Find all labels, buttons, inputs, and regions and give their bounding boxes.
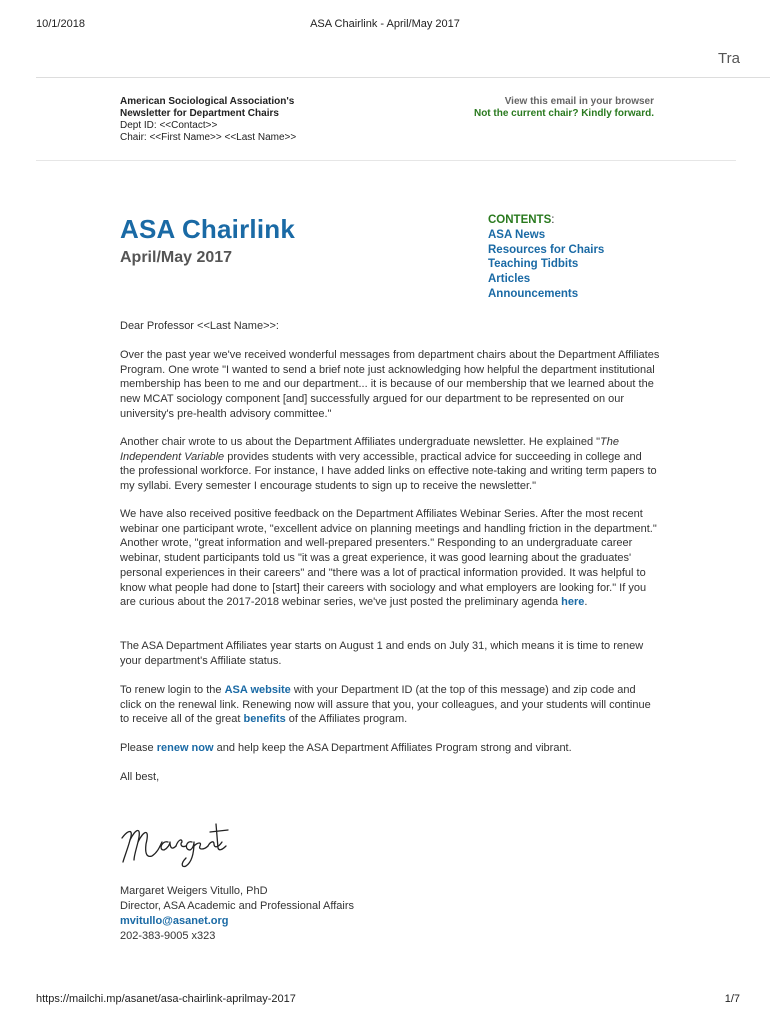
print-url: https://mailchi.mp/asanet/asa-chairlink-aprilmay-2017 [36, 993, 296, 1005]
contents-heading: CONTENTS [488, 214, 552, 226]
top-divider [36, 77, 770, 78]
paragraph-4-text: The ASA Department Affiliates year starts on August 1 and ends on July 31, which means it is time to renew your department's Affiliate status. [120, 640, 644, 667]
benefits-link[interactable]: benefits [243, 713, 286, 726]
contents-colon: : [551, 214, 555, 226]
print-page-number: 1/7 [724, 993, 740, 1005]
handwritten-signature [118, 818, 230, 870]
view-in-browser-link[interactable]: View this email in your browser [504, 96, 654, 107]
dept-id: Dept ID: <<Contact>> [120, 120, 218, 131]
contents-link-resources[interactable]: Resources for Chairs [488, 243, 605, 256]
p5-text-b: with your Department ID (at the top of this message) and zip code and click on the renewal link. Renewing now will assure that you, your colleagues, and your students will continue to receive all of the great [120, 684, 651, 726]
renew-now-link[interactable]: renew now [156, 742, 214, 754]
org-line-1: American Sociological Association's [120, 96, 295, 107]
paragraph-5 [120, 683, 660, 727]
p3-end: . [584, 596, 588, 609]
paragraph-2 [120, 435, 660, 494]
contents-link-asa-news[interactable]: ASA News [488, 228, 546, 241]
p2-text-a: Another chair wrote to us about the Department Affiliates undergraduate newsletter. He explained " [120, 436, 601, 448]
paragraph-3 [120, 507, 660, 610]
header-divider [36, 160, 736, 161]
table-of-contents [488, 213, 604, 302]
p5-text-a: To renew login to the [120, 684, 225, 696]
print-date: 10/1/2018 [36, 18, 85, 30]
p6-text-b: and help keep the ASA Department Affiliates Program strong and vibrant. [213, 742, 572, 754]
p5-text-c: of the Affiliates program. [285, 713, 408, 726]
paragraph-4 [120, 639, 660, 668]
forward-link[interactable]: Not the current chair? Kindly forward. [473, 108, 654, 119]
preheader-right [420, 96, 654, 120]
contents-link-articles[interactable]: Articles [488, 273, 531, 286]
p3-text: We have also received positive feedback on the Department Affiliates Webinar Series. After the most recent webinar one participant wrote, "excellent advice on planning meetings and handling friction in the department." Another wrote, "great information and well-prepared presenters." Responding to an undergraduate career webinar, student participants told us "it was a great experience, it was good learning about the graduates' personal experiences in their careers" and "there was a lot of practical information provided. It was helpful to know what people had done to [start] their careers with sociology and what employers are looking for." If you are curious about the 2017-2018 webinar series, we've just posted the preliminary agenda [120, 508, 657, 609]
signer-phone: 202-383-9005 x323 [120, 930, 216, 942]
newsletter-name: The Independent Variable [120, 436, 620, 463]
closing: All best, [120, 771, 160, 783]
signer-name: Margaret Weigers Vitullo, PhD [120, 885, 268, 897]
paragraph-1 [120, 348, 660, 422]
contents-link-teaching[interactable]: Teaching Tidbits [488, 258, 579, 271]
p2-text-b: provides students with very accessible, practical advice for succeeding in college and the professional workforce. For instance, I have added links on effective note-taking and writing term papers to my syllabi. Every semester I encourage students to sign up to receive the newsletter." [120, 450, 657, 493]
newsletter-title: ASA Chairlink [120, 214, 296, 244]
org-line-2: Newsletter for Department Chairs [120, 108, 279, 119]
paragraph-1-text: Over the past year we've received wonderful messages from department chairs about the Department Affiliates Program. One wrote "I wanted to send a brief note just acknowledging how helpful the department institutional membership has been to me and our department... it is because of our membership that we learned about the new MCAT sociology component [and] successfully argued for our department to be represented on our university's pre-health advisory committee." [120, 349, 660, 420]
signature-block [120, 884, 354, 944]
issue-date: April/May 2017 [120, 249, 233, 266]
chair-name: Chair: <<First Name>> <<Last Name>> [120, 132, 297, 143]
signer-email-link[interactable]: mvitullo@asanet.org [120, 915, 229, 927]
cropped-translate-link[interactable]: Tra [718, 50, 740, 67]
salutation: Dear Professor <<Last Name>>: [120, 320, 279, 332]
preheader-left [120, 96, 296, 144]
p6-text-a: Please [120, 742, 157, 754]
print-title: ASA Chairlink - April/May 2017 [310, 18, 460, 30]
asa-website-link[interactable]: ASA website [224, 684, 291, 696]
contents-link-announcements[interactable]: Announcements [488, 287, 579, 300]
paragraph-6 [120, 741, 660, 756]
agenda-here-link[interactable]: here [561, 596, 585, 609]
signer-title: Director, ASA Academic and Professional Affairs [120, 900, 354, 912]
